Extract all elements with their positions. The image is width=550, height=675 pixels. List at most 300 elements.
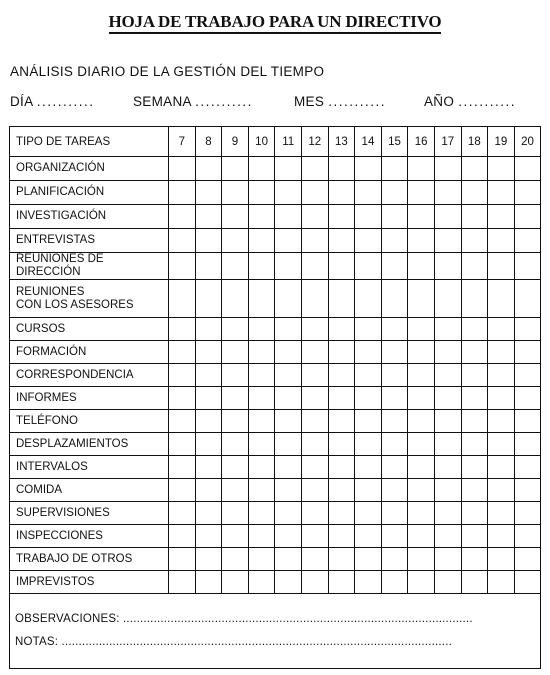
time-cell[interactable] [381,525,408,548]
time-cell[interactable] [195,341,222,364]
time-cell[interactable] [488,571,515,594]
time-log-table [9,126,541,594]
time-cell[interactable] [195,548,222,571]
time-cell[interactable] [301,548,328,571]
task-label-line: REUNIONES [16,285,85,298]
time-cell[interactable] [301,341,328,364]
time-cell[interactable] [408,479,435,502]
time-cell[interactable] [488,157,515,181]
time-cell[interactable] [488,433,515,456]
time-cell[interactable] [514,387,541,410]
time-cell[interactable] [355,229,382,253]
time-cell[interactable] [488,387,515,410]
time-cell[interactable] [408,318,435,341]
time-cell[interactable] [408,410,435,433]
time-cell[interactable] [195,410,222,433]
table-row [10,318,541,341]
time-cell[interactable] [381,341,408,364]
time-cell[interactable] [222,181,249,205]
time-cell[interactable] [301,525,328,548]
time-cell[interactable] [434,229,461,253]
time-cell[interactable] [301,364,328,387]
time-cell[interactable] [514,548,541,571]
time-cell[interactable] [355,479,382,502]
time-cell[interactable] [461,253,488,280]
time-cell[interactable] [301,456,328,479]
time-cell[interactable] [408,548,435,571]
time-cell[interactable] [408,205,435,229]
time-cell[interactable] [461,181,488,205]
time-cell[interactable] [169,571,196,594]
time-cell[interactable] [461,502,488,525]
time-cell[interactable] [461,433,488,456]
time-cell[interactable] [169,525,196,548]
time-cell[interactable] [275,318,302,341]
hour-header: 20 [514,127,541,157]
time-cell[interactable] [434,280,461,318]
time-cell[interactable] [461,548,488,571]
time-cell[interactable] [328,181,355,205]
task-label-line: REUNIONES DE DIRECCIÓN [16,253,104,278]
time-cell[interactable] [195,571,222,594]
time-cell[interactable] [514,229,541,253]
time-cell[interactable] [195,502,222,525]
time-cell[interactable] [195,181,222,205]
time-cell[interactable] [355,253,382,280]
time-cell[interactable] [195,318,222,341]
date-field-year[interactable] [424,94,516,109]
time-cell[interactable] [381,318,408,341]
time-cell[interactable] [461,479,488,502]
time-cell[interactable] [301,433,328,456]
time-cell[interactable] [275,387,302,410]
time-cell[interactable] [195,433,222,456]
time-cell[interactable] [169,318,196,341]
time-cell[interactable] [222,433,249,456]
time-cell[interactable] [328,456,355,479]
time-cell[interactable] [301,229,328,253]
time-cell[interactable] [461,341,488,364]
time-cell[interactable] [301,571,328,594]
hour-header: 17 [434,127,461,157]
task-label-line: INSPECCIONES [16,529,103,542]
time-cell[interactable] [301,479,328,502]
time-cell[interactable] [222,318,249,341]
time-cell[interactable] [222,205,249,229]
time-cell[interactable] [169,479,196,502]
time-cell[interactable] [461,280,488,318]
time-cell[interactable] [248,205,275,229]
task-label-line: CURSOS [16,322,66,335]
time-cell[interactable] [355,387,382,410]
task-label [10,479,169,502]
time-cell[interactable] [381,364,408,387]
time-cell[interactable] [381,410,408,433]
time-cell[interactable] [514,318,541,341]
time-cell[interactable] [222,548,249,571]
time-cell[interactable] [248,548,275,571]
time-cell[interactable] [461,456,488,479]
time-cell[interactable] [514,502,541,525]
time-cell[interactable] [169,433,196,456]
table-row [10,157,541,181]
time-cell[interactable] [169,341,196,364]
time-cell[interactable] [328,410,355,433]
time-cell[interactable] [169,502,196,525]
time-cell[interactable] [488,229,515,253]
time-cell[interactable] [301,502,328,525]
time-cell[interactable] [381,433,408,456]
time-cell[interactable] [301,253,328,280]
time-cell[interactable] [275,364,302,387]
task-label [10,525,169,548]
time-cell[interactable] [275,410,302,433]
time-cell[interactable] [222,253,249,280]
time-cell[interactable] [488,181,515,205]
date-field-label: MES [294,94,325,109]
time-cell[interactable] [488,410,515,433]
table-row [10,387,541,410]
date-field-blank[interactable]: ........... [328,94,386,109]
time-cell[interactable] [434,548,461,571]
time-cell[interactable] [195,253,222,280]
table-row [10,253,541,280]
time-cell[interactable] [275,341,302,364]
time-cell[interactable] [434,525,461,548]
task-label-line: CORRESPONDENCIA [16,368,134,381]
time-cell[interactable] [248,479,275,502]
table-row [10,571,541,594]
task-label-line: INFORMES [16,391,77,404]
time-cell[interactable] [248,525,275,548]
time-cell[interactable] [434,456,461,479]
date-field-blank[interactable]: ........... [195,94,253,109]
task-label [10,433,169,456]
time-cell[interactable] [222,229,249,253]
time-cell[interactable] [301,205,328,229]
table-row [10,479,541,502]
time-cell[interactable] [408,253,435,280]
time-cell[interactable] [408,364,435,387]
time-cell[interactable] [355,548,382,571]
time-cell[interactable] [408,525,435,548]
time-cell[interactable] [514,341,541,364]
date-field-month[interactable] [294,94,386,109]
time-cell[interactable] [328,205,355,229]
time-cell[interactable] [248,341,275,364]
task-label [10,571,169,594]
time-cell[interactable] [328,157,355,181]
time-cell[interactable] [514,479,541,502]
time-cell[interactable] [248,571,275,594]
time-cell[interactable] [248,433,275,456]
time-cell[interactable] [408,433,435,456]
time-cell[interactable] [222,280,249,318]
time-cell[interactable] [434,205,461,229]
time-cell[interactable] [355,318,382,341]
time-cell[interactable] [381,229,408,253]
time-cell[interactable] [169,456,196,479]
time-cell[interactable] [355,571,382,594]
date-field-blank[interactable]: ........... [458,94,516,109]
time-cell[interactable] [222,410,249,433]
time-cell[interactable] [195,479,222,502]
time-cell[interactable] [434,253,461,280]
date-field-label: DÍA [10,94,33,109]
time-cell[interactable] [488,502,515,525]
table-row [10,341,541,364]
time-cell[interactable] [275,205,302,229]
time-cell[interactable] [195,280,222,318]
time-cell[interactable] [275,433,302,456]
time-cell[interactable] [195,364,222,387]
time-cell[interactable] [355,280,382,318]
time-cell[interactable] [169,181,196,205]
time-cell[interactable] [301,181,328,205]
time-cell[interactable] [355,341,382,364]
time-cell[interactable] [461,205,488,229]
time-cell[interactable] [488,479,515,502]
observations-field[interactable]: OBSERVACIONES: ....................................................................................................... [15,613,473,625]
time-cell[interactable] [222,456,249,479]
time-cell[interactable] [248,253,275,280]
time-cell[interactable] [275,157,302,181]
time-cell[interactable] [514,205,541,229]
time-cell[interactable] [169,387,196,410]
time-cell[interactable] [461,157,488,181]
time-cell[interactable] [275,571,302,594]
time-cell[interactable] [328,502,355,525]
time-cell[interactable] [169,364,196,387]
time-cell[interactable] [169,229,196,253]
time-cell[interactable] [195,157,222,181]
time-cell[interactable] [328,280,355,318]
time-cell[interactable] [434,181,461,205]
time-cell[interactable] [248,318,275,341]
time-cell[interactable] [328,229,355,253]
time-cell[interactable] [248,280,275,318]
time-cell[interactable] [514,525,541,548]
time-cell[interactable] [275,502,302,525]
time-cell[interactable] [434,571,461,594]
time-cell[interactable] [301,318,328,341]
time-cell[interactable] [488,205,515,229]
time-cell[interactable] [488,548,515,571]
time-cell[interactable] [381,280,408,318]
time-cell[interactable] [248,229,275,253]
time-cell[interactable] [461,364,488,387]
time-cell[interactable] [248,456,275,479]
time-cell[interactable] [275,253,302,280]
time-cell[interactable] [514,253,541,280]
time-cell[interactable] [514,571,541,594]
time-cell[interactable] [514,181,541,205]
time-cell[interactable] [408,280,435,318]
task-label-line: IMPREVISTOS [16,575,95,588]
time-cell[interactable] [222,387,249,410]
time-cell[interactable] [381,571,408,594]
time-cell[interactable] [355,181,382,205]
time-cell[interactable] [222,341,249,364]
time-cell[interactable] [328,433,355,456]
time-cell[interactable] [169,157,196,181]
time-cell[interactable] [514,280,541,318]
time-cell[interactable] [301,410,328,433]
notes-field[interactable]: NOTAS: ................................................................................................................... [15,636,452,648]
time-cell[interactable] [434,479,461,502]
time-cell[interactable] [381,456,408,479]
time-cell[interactable] [408,181,435,205]
time-cell[interactable] [514,157,541,181]
task-label-line: TELÉFONO [16,414,78,427]
time-cell[interactable] [169,253,196,280]
time-cell[interactable] [222,502,249,525]
time-cell[interactable] [381,205,408,229]
time-cell[interactable] [222,571,249,594]
task-label-line: SUPERVISIONES [16,506,110,519]
time-cell[interactable] [381,253,408,280]
time-cell[interactable] [355,410,382,433]
time-cell[interactable] [328,548,355,571]
time-cell[interactable] [461,318,488,341]
time-cell[interactable] [381,181,408,205]
time-cell[interactable] [301,157,328,181]
time-cell[interactable] [248,181,275,205]
time-cell[interactable] [434,318,461,341]
task-label [10,157,169,181]
time-cell[interactable] [461,525,488,548]
time-cell[interactable] [488,341,515,364]
date-field-week[interactable] [133,94,253,109]
time-cell[interactable] [275,548,302,571]
task-label [10,205,169,229]
time-cell[interactable] [408,387,435,410]
time-cell[interactable] [222,479,249,502]
time-cell[interactable] [488,525,515,548]
time-cell[interactable] [461,410,488,433]
time-cell[interactable] [355,502,382,525]
time-cell[interactable] [275,479,302,502]
time-cell[interactable] [328,364,355,387]
time-cell[interactable] [381,387,408,410]
time-cell[interactable] [169,280,196,318]
time-cell[interactable] [434,364,461,387]
time-cell[interactable] [488,253,515,280]
hour-header: 8 [195,127,222,157]
time-cell[interactable] [195,456,222,479]
time-cell[interactable] [381,157,408,181]
time-cell[interactable] [169,205,196,229]
time-cell[interactable] [488,280,515,318]
time-cell[interactable] [408,502,435,525]
time-cell[interactable] [275,280,302,318]
time-cell[interactable] [461,571,488,594]
time-cell[interactable] [408,456,435,479]
date-field-blank[interactable]: ........... [36,94,95,109]
time-cell[interactable] [355,525,382,548]
time-cell[interactable] [381,548,408,571]
time-cell[interactable] [381,479,408,502]
time-cell[interactable] [328,341,355,364]
time-cell[interactable] [434,341,461,364]
table-row [10,502,541,525]
task-label [10,410,169,433]
time-cell[interactable] [301,280,328,318]
table-row [10,456,541,479]
time-cell[interactable] [408,571,435,594]
time-cell[interactable] [248,387,275,410]
table-row [10,205,541,229]
time-cell[interactable] [355,456,382,479]
time-cell[interactable] [222,364,249,387]
time-cell[interactable] [514,364,541,387]
time-cell[interactable] [461,387,488,410]
time-cell[interactable] [275,181,302,205]
time-cell[interactable] [461,229,488,253]
time-cell[interactable] [408,157,435,181]
time-cell[interactable] [488,456,515,479]
time-cell[interactable] [514,433,541,456]
task-label [10,387,169,410]
time-cell[interactable] [328,479,355,502]
time-cell[interactable] [195,229,222,253]
time-cell[interactable] [275,456,302,479]
time-cell[interactable] [248,410,275,433]
time-cell[interactable] [434,387,461,410]
time-cell[interactable] [222,157,249,181]
time-cell[interactable] [195,525,222,548]
time-cell[interactable] [355,433,382,456]
time-cell[interactable] [275,525,302,548]
time-cell[interactable] [355,364,382,387]
time-cell[interactable] [195,387,222,410]
time-cell[interactable] [488,318,515,341]
time-cell[interactable] [355,157,382,181]
date-field-day[interactable] [10,94,95,109]
time-cell[interactable] [355,205,382,229]
time-cell[interactable] [408,229,435,253]
time-cell[interactable] [169,410,196,433]
task-label-line: DESPLAZAMIENTOS [16,437,129,450]
time-cell[interactable] [328,525,355,548]
hour-header: 15 [381,127,408,157]
time-cell[interactable] [434,433,461,456]
time-cell[interactable] [514,410,541,433]
time-cell[interactable] [248,157,275,181]
time-cell[interactable] [169,548,196,571]
time-cell[interactable] [248,364,275,387]
time-cell[interactable] [222,525,249,548]
time-cell[interactable] [328,318,355,341]
time-cell[interactable] [488,364,515,387]
time-cell[interactable] [328,387,355,410]
time-cell[interactable] [301,387,328,410]
time-cell[interactable] [248,502,275,525]
time-cell[interactable] [434,410,461,433]
table-row [10,433,541,456]
time-cell[interactable] [408,341,435,364]
time-cell[interactable] [381,502,408,525]
time-cell[interactable] [275,229,302,253]
time-cell[interactable] [434,502,461,525]
time-cell[interactable] [514,456,541,479]
worksheet-subtitle: ANÁLISIS DIARIO DE LA GESTIÓN DEL TIEMPO [10,64,325,79]
time-cell[interactable] [195,205,222,229]
time-cell[interactable] [328,571,355,594]
time-cell[interactable] [434,157,461,181]
time-cell[interactable] [328,253,355,280]
task-label [10,318,169,341]
